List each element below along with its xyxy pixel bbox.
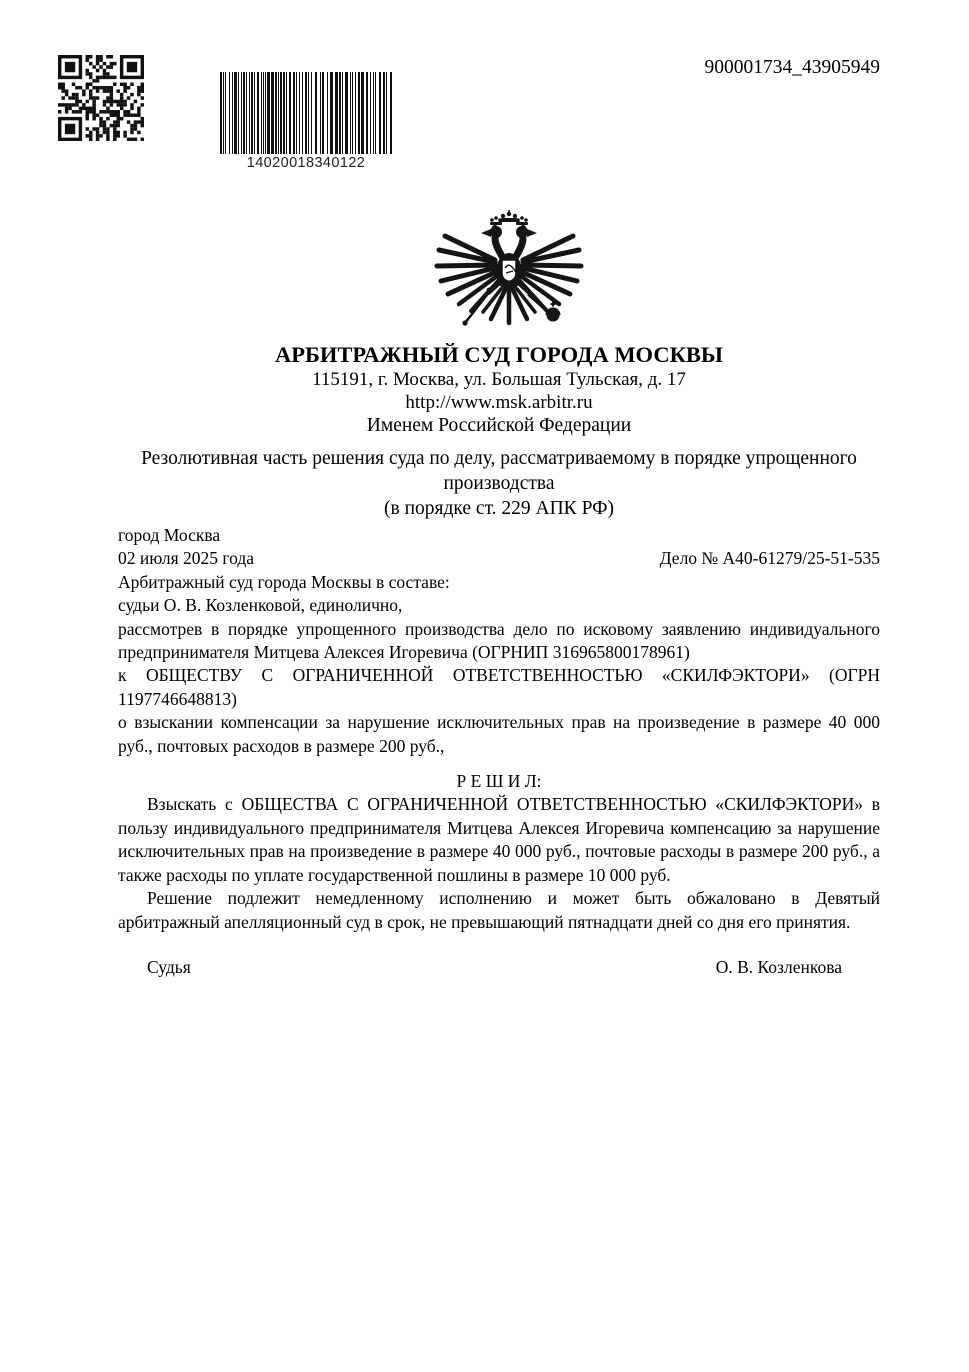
barcode-icon [220,72,392,154]
court-composition: Арбитражный суд города Москвы в составе: [118,571,450,592]
case-number: Дело № А40-61279/25-51-535 [659,548,880,569]
considered-paragraph: рассмотрев в порядке упрощенного производства дело по исковому заявлению индивидуального предпринимателя Митцева Алексея Игоревича (ОГРНИП 316965800178961) [118,618,880,663]
judge-label: Судья [147,956,191,977]
defendant-paragraph: к ОБЩЕСТВУ С ОГРАНИЧЕННОЙ ОТВЕТСТВЕННОСТЬЮ «СКИЛФЭКТОРИ» (ОГРН 1197746648813) [118,665,880,709]
resolution-heading: Р Е Ш И Л: [456,771,542,792]
claim-paragraph: о взыскании компенсации за нарушение исключительных прав на произведение в размере 40 000 руб., почтовых расходов в размере 200 руб., [118,712,880,756]
judge-name: О. В. Козленкова [715,956,842,977]
document-id: 900001734_43905949 [704,57,880,78]
decision-date: 02 июля 2025 года [118,548,255,569]
court-website: http://www.msk.arbitr.ru [405,392,593,413]
city-line: город Москва [118,525,221,545]
barcode-block [220,72,392,171]
court-name: АРБИТРАЖНЫЙ СУД ГОРОДА МОСКВЫ [274,342,724,367]
procedure-reference: (в порядке ст. 229 АПК РФ) [384,498,614,519]
court-address: 115191, г. Москва, ул. Большая Тульская, д. 17 [312,369,686,390]
document-subtitle: Резолютивная часть решения суда по делу, рассматриваемому в порядке упрощенного производства [141,448,857,494]
judge-line: судьи О. В. Козленковой, единолично, [118,595,403,616]
resolution-paragraph-1: Взыскать с ОБЩЕСТВА С ОГРАНИЧЕННОЙ ОТВЕТСТВЕННОСТЬЮ «СКИЛФЭКТОРИ» в пользу индивидуального предпринимателя Митцева Алексея Игоревича компенсацию за нарушение исключительных прав на произведение в размере 40 000 руб., почтовые расходы в размере 200 руб., а также расходы по уплате государственной пошлины в размере 10 000 руб. [118,794,880,885]
barcode-number: 14020018340122 [246,155,366,171]
in-the-name-line: Именем Российской Федерации [366,415,632,436]
date-case-row [118,547,880,570]
qr-code-icon [58,55,144,141]
resolution-paragraph-2: Решение подлежит немедленному исполнению и может быть обжаловано в Девятый арбитражный апелляционный суд в срок, не превышающий пятнадцати дней со дня его принятия. [118,888,880,932]
signature-row [118,956,880,979]
document-body [118,342,880,979]
russian-coat-of-arms-icon [433,210,585,338]
